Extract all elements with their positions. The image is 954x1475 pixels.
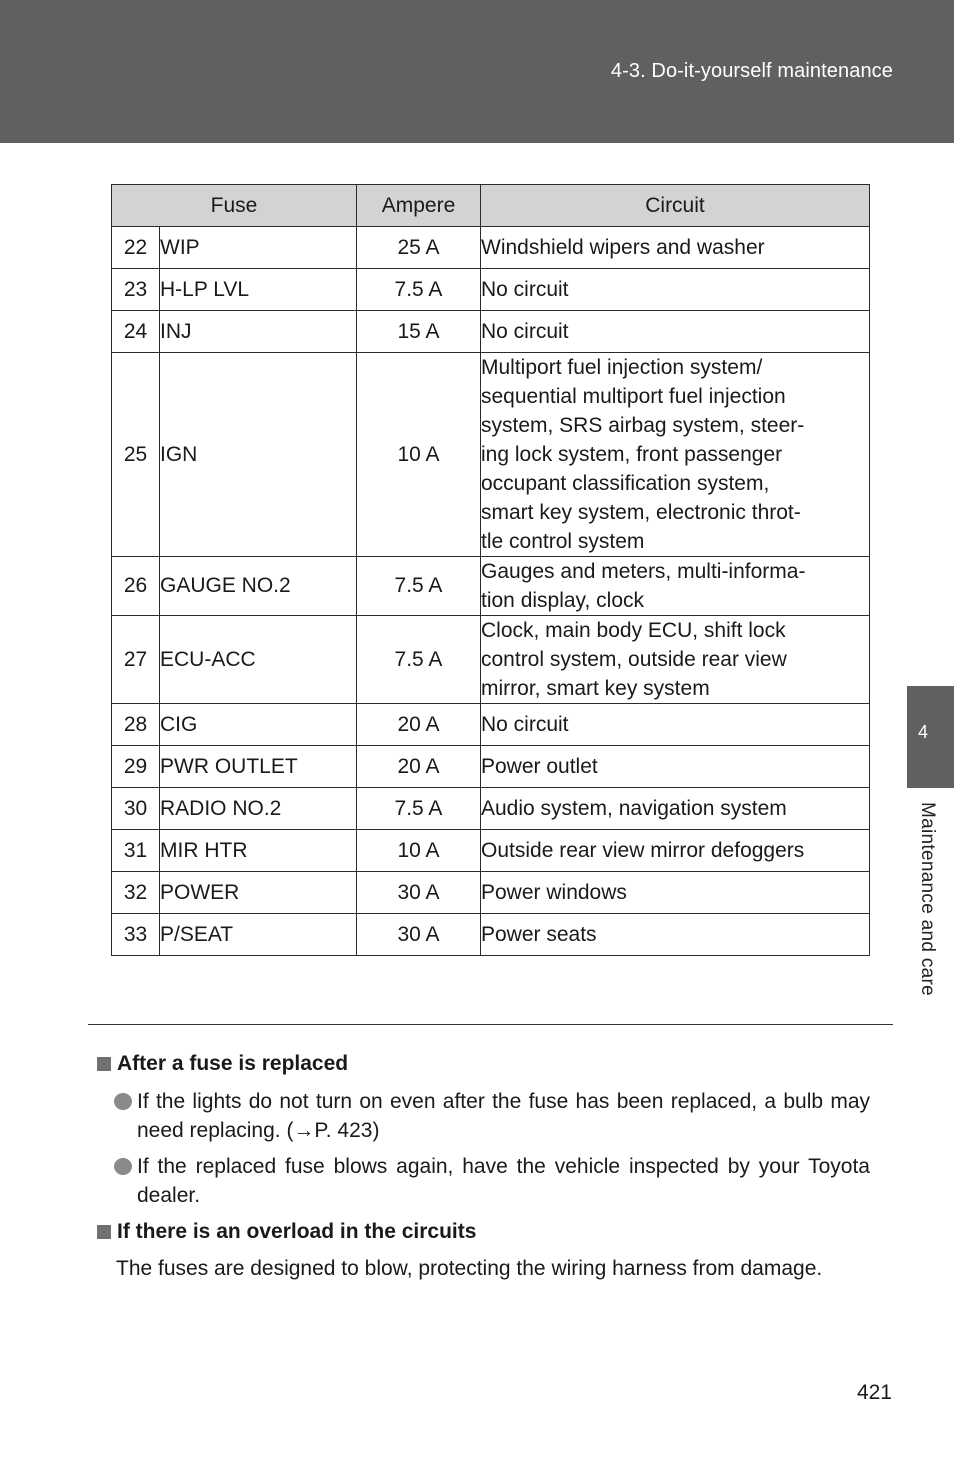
fuse-number-cell: 25	[112, 353, 160, 557]
chapter-number: 4	[917, 722, 928, 742]
table-row	[112, 704, 870, 746]
ampere-cell: 20 A	[357, 704, 481, 746]
fuse-name-cell: IGN	[160, 353, 357, 557]
chapter-title-vertical	[916, 802, 942, 1032]
table-row	[112, 616, 870, 704]
ampere-cell: 7.5 A	[357, 616, 481, 704]
circuit-line: occupant classification system,	[481, 472, 770, 495]
circuit-line: Power outlet	[481, 755, 598, 778]
circuit-line: No circuit	[481, 278, 569, 301]
circuit-line: mirror, smart key system	[481, 677, 710, 700]
circuit-cell	[481, 353, 870, 557]
circuit-line: Windshield wipers and washer	[481, 236, 765, 259]
circuit-line: ing lock system, front passenger	[481, 443, 783, 466]
fuse-name-cell: PWR OUTLET	[160, 746, 357, 788]
table-row	[112, 872, 870, 914]
circle-bullet-icon	[114, 1093, 132, 1110]
circuit-cell	[481, 872, 870, 914]
circuit-cell	[481, 269, 870, 311]
circuit-line: Multiport fuel injection system/	[481, 356, 763, 379]
bullet-text: If the replaced fuse blows again, have the vehicle inspected by your Toyota dealer.	[137, 1155, 870, 1207]
page-number: 421	[856, 1381, 892, 1404]
fuse-name-cell: WIP	[160, 227, 357, 269]
circuit-line: Gauges and meters, multi-informa-	[481, 560, 806, 583]
ampere-cell: 20 A	[357, 746, 481, 788]
circuit-line: Audio system, navigation system	[481, 797, 787, 820]
fuse-name-cell: CIG	[160, 704, 357, 746]
circuit-cell	[481, 227, 870, 269]
circuit-line: No circuit	[481, 320, 569, 343]
fuse-number-cell: 30	[112, 788, 160, 830]
square-bullet-icon	[97, 1057, 111, 1071]
fuse-number-cell: 22	[112, 227, 160, 269]
circuit-line: Power seats	[481, 923, 597, 946]
circuit-line: control system, outside rear view	[481, 648, 787, 671]
fuse-number-cell: 29	[112, 746, 160, 788]
fuse-name-cell: P/SEAT	[160, 914, 357, 956]
circuit-cell	[481, 788, 870, 830]
section-title: 4-3. Do-it-yourself maintenance	[610, 60, 893, 82]
heading-text: If there is an overload in the circuits	[117, 1220, 477, 1243]
table-header-row	[112, 185, 870, 227]
fuse-number-cell: 24	[112, 311, 160, 353]
col-header-fuse: Fuse	[112, 185, 357, 227]
fuse-table	[111, 184, 870, 956]
header-band	[0, 0, 954, 143]
col-header-ampere: Ampere	[357, 185, 481, 227]
bullet-item	[114, 1087, 870, 1145]
circuit-line: smart key system, electronic throt-	[481, 501, 801, 524]
circuit-cell	[481, 746, 870, 788]
fuse-name-cell: INJ	[160, 311, 357, 353]
col-header-circuit: Circuit	[481, 185, 870, 227]
fuse-number-cell: 23	[112, 269, 160, 311]
circuit-cell	[481, 616, 870, 704]
fuse-name-cell: POWER	[160, 872, 357, 914]
circuit-line: Power windows	[481, 881, 627, 904]
circuit-cell	[481, 704, 870, 746]
circuit-line: tle control system	[481, 530, 645, 553]
section-divider	[88, 1024, 893, 1025]
table-row	[112, 269, 870, 311]
fuse-name-cell: MIR HTR	[160, 830, 357, 872]
ampere-cell: 30 A	[357, 872, 481, 914]
bullet-item	[114, 1152, 870, 1210]
fuse-name-cell: ECU-ACC	[160, 616, 357, 704]
fuse-number-cell: 31	[112, 830, 160, 872]
fuse-number-cell: 33	[112, 914, 160, 956]
ampere-cell: 7.5 A	[357, 788, 481, 830]
table-row	[112, 227, 870, 269]
circuit-line: tion display, clock	[481, 589, 645, 612]
chapter-title: Maintenance and care	[917, 802, 938, 997]
ampere-cell: 10 A	[357, 353, 481, 557]
ampere-cell: 7.5 A	[357, 557, 481, 616]
fuse-name-cell: GAUGE NO.2	[160, 557, 357, 616]
fuse-table-body	[112, 227, 870, 956]
square-bullet-icon	[97, 1225, 111, 1239]
table-row	[112, 914, 870, 956]
table-row	[112, 311, 870, 353]
table-row	[112, 353, 870, 557]
circuit-cell	[481, 830, 870, 872]
circuit-line: Outside rear view mirror defoggers	[481, 839, 805, 862]
ampere-cell: 15 A	[357, 311, 481, 353]
fuse-number-cell: 28	[112, 704, 160, 746]
ampere-cell: 10 A	[357, 830, 481, 872]
circuit-line: Clock, main body ECU, shift lock	[481, 619, 786, 642]
circuit-line: system, SRS airbag system, steer-	[481, 414, 805, 437]
bullet-text: If the lights do not turn on even after the fuse has been replaced, a bulb may need replacing. (→P. 423)	[137, 1090, 870, 1142]
table-row	[112, 557, 870, 616]
fuse-name-cell: H-LP LVL	[160, 269, 357, 311]
circuit-cell	[481, 914, 870, 956]
heading-text: After a fuse is replaced	[117, 1052, 349, 1075]
circle-bullet-icon	[114, 1158, 132, 1175]
chapter-tab	[907, 686, 954, 788]
notes-section	[95, 1048, 895, 1283]
heading-overload	[95, 1216, 895, 1248]
table-row	[112, 830, 870, 872]
fuse-number-cell: 32	[112, 872, 160, 914]
table-row	[112, 788, 870, 830]
table-row	[112, 746, 870, 788]
circuit-line: No circuit	[481, 713, 569, 736]
heading-after-replaced	[95, 1048, 895, 1080]
ampere-cell: 7.5 A	[357, 269, 481, 311]
fuse-name-cell: RADIO NO.2	[160, 788, 357, 830]
ampere-cell: 30 A	[357, 914, 481, 956]
circuit-cell	[481, 311, 870, 353]
overload-paragraph: The fuses are designed to blow, protecting the wiring harness from damage.	[116, 1257, 823, 1280]
fuse-number-cell: 26	[112, 557, 160, 616]
circuit-cell	[481, 557, 870, 616]
ampere-cell: 25 A	[357, 227, 481, 269]
circuit-line: sequential multiport fuel injection	[481, 385, 786, 408]
fuse-number-cell: 27	[112, 616, 160, 704]
